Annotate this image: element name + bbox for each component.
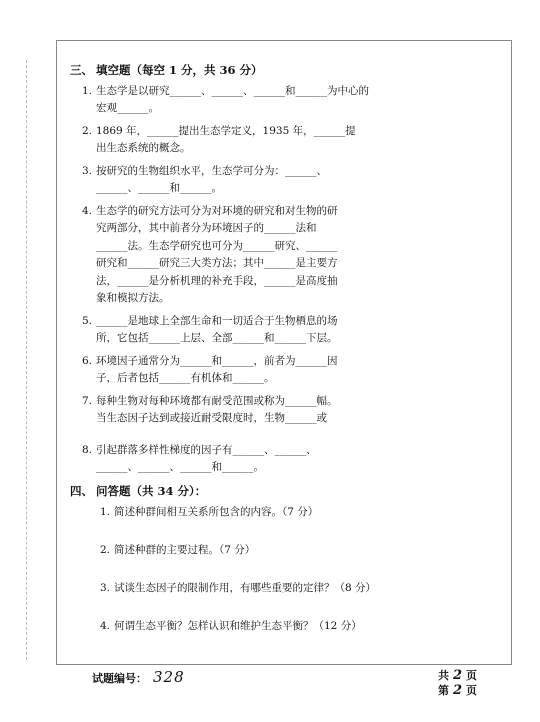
section-3-heading: 填空题（每空 1 分，共 36 分） xyxy=(96,63,263,77)
binding-margin-line xyxy=(26,60,27,660)
question-text: 简述种群间相互关系所包含的内容。（7 分） xyxy=(114,506,319,518)
page-info xyxy=(438,668,477,698)
question-line: 出生态系统的概念。 xyxy=(96,142,191,154)
question-number: 2. xyxy=(100,544,111,556)
question-line: 每种生物对每种环境都有耐受范围或称为______幅。 xyxy=(96,394,338,407)
section-4-heading: 问答题（共 34 分）： xyxy=(96,483,207,498)
current-label: 第 xyxy=(438,684,449,697)
current-page xyxy=(438,683,477,698)
fill-question-7 xyxy=(70,393,490,428)
question-line: 象和模拟方法。 xyxy=(96,292,170,304)
question-line: 生态学的研究方法可分为对环境的研究和对生物的研 xyxy=(96,204,338,217)
question-number: 5. xyxy=(82,314,93,327)
fill-question-8 xyxy=(70,442,490,477)
section-4-title xyxy=(70,483,490,501)
page-unit: 页 xyxy=(466,684,478,697)
question-text: 简述种群的主要过程。（7 分） xyxy=(114,544,256,556)
question-number: 2. xyxy=(82,124,93,137)
question-line: 法，______是分析机理的补充手段，______是高度抽 xyxy=(96,274,338,287)
question-number: 1. xyxy=(100,506,111,518)
question-line: 引起群落多样性梯度的因子有______、______、 xyxy=(96,443,317,456)
question-line: 研究和______研究三大类方法；其中______是主要方 xyxy=(96,257,338,269)
question-line: 按研究的生物组织水平，生态学可分为：______、 xyxy=(96,164,327,177)
question-line: 所，它包括______上层、全部______和______下层。 xyxy=(96,332,338,344)
essay-question-2 xyxy=(70,541,490,559)
essay-question-4 xyxy=(70,617,490,635)
question-line: ______法。生态学研究也可分为______研究、______ xyxy=(96,239,338,252)
total-label: 共 xyxy=(438,669,449,682)
fill-question-6 xyxy=(70,353,490,388)
question-number: 4. xyxy=(100,620,111,632)
question-line: 1869 年，______提出生态学定义，1935 年，______提 xyxy=(96,124,356,137)
section-4-number: 四、 xyxy=(70,483,93,498)
question-line: 生态学是以研究______、______、______和______为中心的 xyxy=(96,84,369,97)
question-line: 究两部分，其中前者分为环境因子的______法和 xyxy=(96,222,317,234)
page-unit: 页 xyxy=(466,669,478,682)
total-value: 2 xyxy=(453,668,463,683)
question-line: 子，后者包括______有机体和______。 xyxy=(96,372,275,384)
fill-question-1 xyxy=(70,83,490,118)
exam-code-label: 试题编号： xyxy=(92,672,147,685)
question-number: 6. xyxy=(82,354,93,367)
fill-question-4 xyxy=(70,203,490,308)
question-number: 4. xyxy=(82,204,93,217)
exam-code-value: 328 xyxy=(153,668,185,686)
total-pages xyxy=(438,668,477,683)
question-text: 何谓生态平衡？怎样认识和维护生态平衡？（12 分） xyxy=(114,620,362,632)
fill-question-5 xyxy=(70,313,490,348)
question-number: 8. xyxy=(82,443,93,456)
essay-question-3 xyxy=(70,579,490,597)
question-number: 1. xyxy=(82,84,93,97)
question-number: 7. xyxy=(82,394,93,407)
section-3-title xyxy=(70,62,490,80)
question-number: 3. xyxy=(100,582,111,594)
current-value: 2 xyxy=(453,683,463,698)
fill-question-3 xyxy=(70,163,490,198)
question-line: 当生态因子达到或接近耐受限度时，生物______或 xyxy=(96,412,327,424)
section-3-number: 三、 xyxy=(70,63,93,77)
question-line: 环境因子通常分为______和______，前者为______因 xyxy=(96,354,338,367)
question-line: ______、______、______和______。 xyxy=(96,461,264,473)
fill-question-2 xyxy=(70,123,490,158)
essay-question-1 xyxy=(70,503,490,521)
question-line: 宏观______。 xyxy=(96,102,159,114)
question-text: 试谈生态因子的限制作用，有哪些重要的定律？（8 分） xyxy=(114,582,377,594)
question-number: 3. xyxy=(82,164,93,177)
question-line: ______、______和______。 xyxy=(96,182,222,194)
question-line: ______是地球上全部生命和一切适合于生物栖息的场 xyxy=(96,314,338,327)
exam-content xyxy=(70,62,490,655)
